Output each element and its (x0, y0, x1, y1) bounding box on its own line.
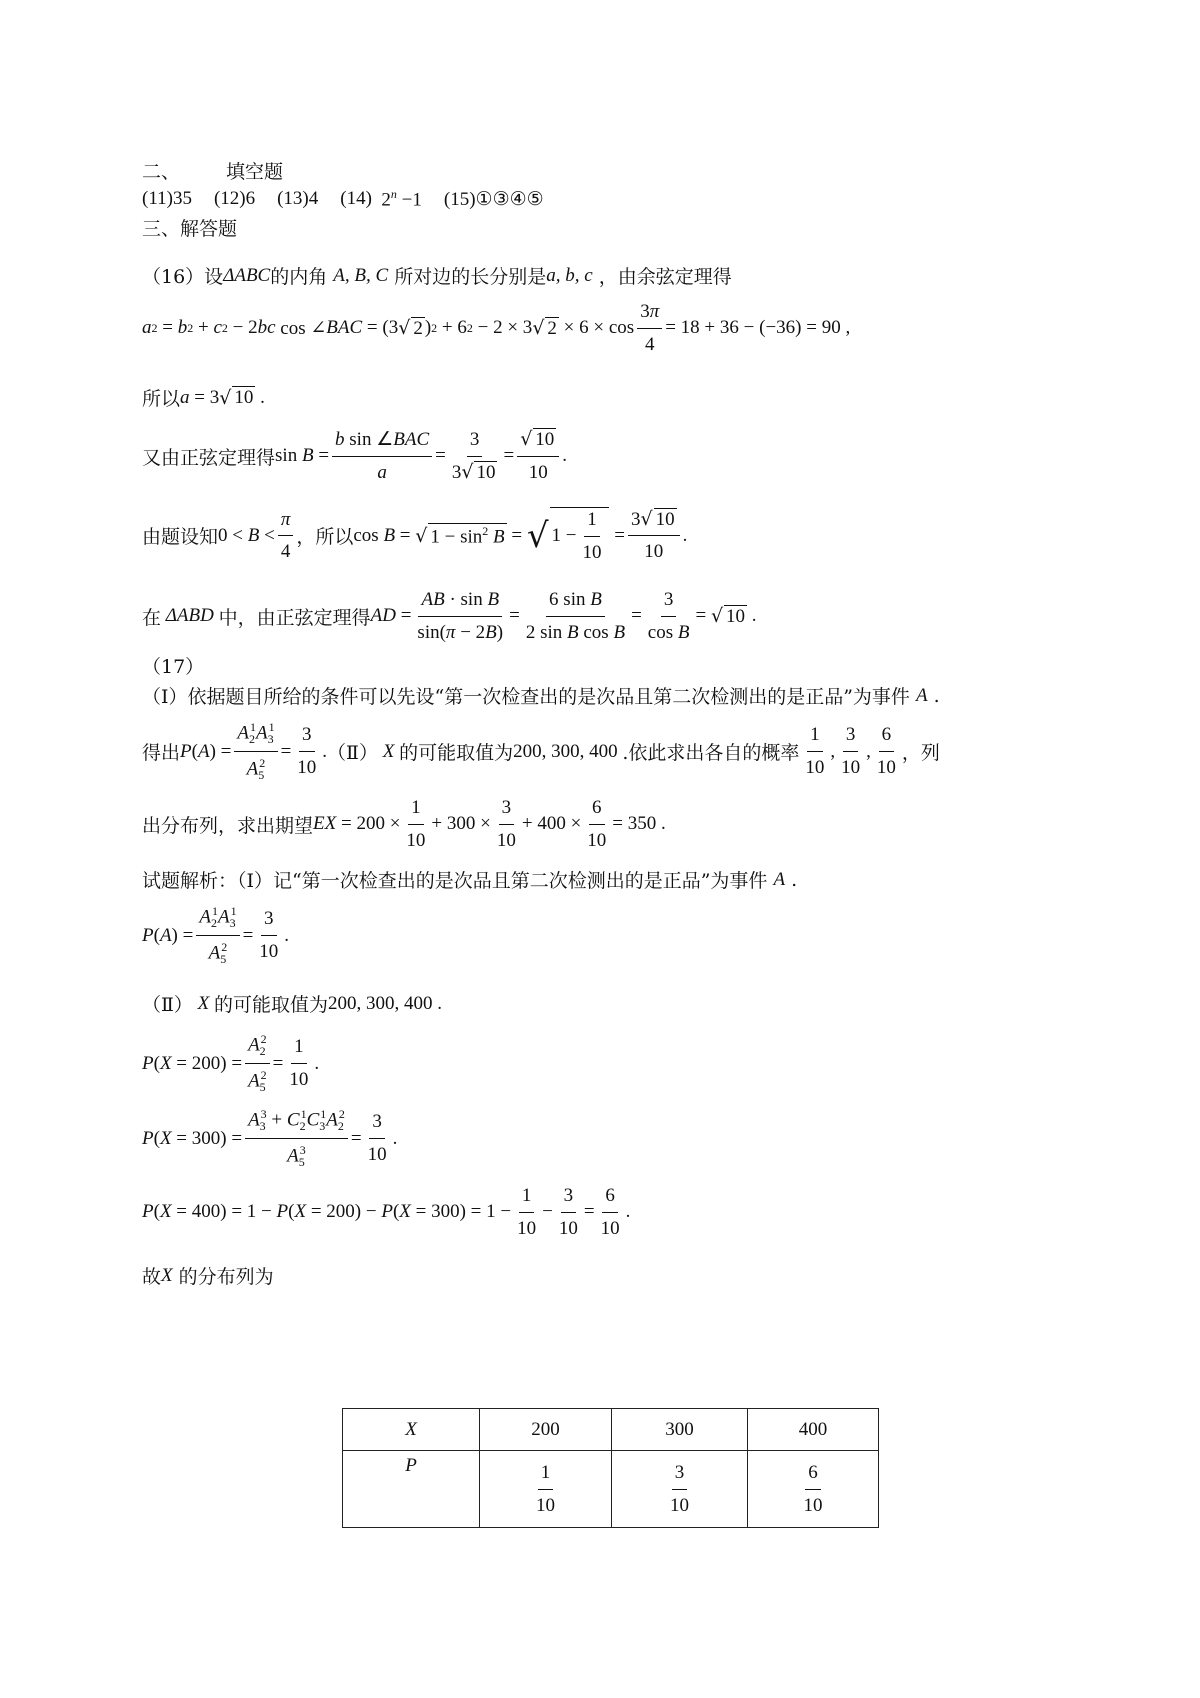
table-header-cell: 400 (748, 1409, 879, 1451)
table-header-x: X (343, 1409, 480, 1451)
fill-blank-answers (142, 187, 544, 211)
q16-cosine-law-equation: a 2 = b 2 + c 2 − 2 bc cos ∠ BAC = (3 √ 2 ) 2 + 6 2 − 2 × 3 √ 2 × 6 × cos $\frac{3\pi}{4}$ = 18 + 36 − (−36) = 90 , (142, 301, 851, 355)
table-prob-row (343, 1451, 879, 1528)
table-header-cell: 300 (612, 1409, 748, 1451)
answer-11: (11)35 (142, 188, 192, 210)
q17-line2: 得出 P ( A ) = $\frac{A_2^1A_3^1}{A_5^2}$ = $\frac{3}{10}$ . （Ⅱ） X 的可能取值为 200, 300, 400 .依此求出各自的概率 $\frac{1}{10}$ , $\frac{3}{10}$ , $\frac{6}{10}$ ，列 (142, 720, 940, 783)
distribution-lead: 故 X 的分布列为 (142, 1264, 274, 1288)
table-cell: $\frac{6}{10}$ (748, 1451, 879, 1528)
q17-expectation: 出分布列，求出期望 EX = 200 × $\frac{1}{10}$ + 300 × $\frac{3}{10}$ + 400 × $\frac{6}{10}$ = 350 . (142, 797, 666, 851)
answer-15: (15)①③④⑤ (443, 188, 544, 210)
q17-number: （17） (142, 656, 205, 678)
q16-cosB-equation: 由题设知 0 < B < $\frac{\pi}{4}$ ，所以 cos B = √ $1 - \sin^2 B$ = √ 1 − $\frac{1}{10}$ = $\frac{3√ 10}{10}$ . (142, 507, 688, 563)
q17-PA-equation: P ( A ) = $\frac{A_2^1A_3^1}{A_5^2}$ = $\frac{3}{10}$ . (142, 904, 290, 967)
table-header-cell: 200 (480, 1409, 612, 1451)
q17-analysis-line: 试题解析：（Ⅰ）记“第一次检查出的是次品且第二次检测出的是正品”为事件 A . (142, 868, 798, 892)
q16-a-result: 所以 a = 3 √ 10 . (142, 386, 265, 410)
distribution-table (342, 1408, 879, 1528)
q17-PX300-equation: P ( X = 300) = $\frac{A_3^3 + C_2^1C_3^1A_2^2}{A_5^3}$ = $\frac{3}{10}$ . (142, 1107, 398, 1170)
section2-heading: 二、 填空题 (142, 161, 284, 183)
table-cell: $\frac{1}{10}$ (480, 1451, 612, 1528)
section3-heading: 三、解答题 (142, 218, 238, 240)
q16-intro: （16）设 ΔABC 的内角 A, B, C 所对边的长分别是 a, b, c ，由余弦定理得 (142, 264, 732, 288)
answer-12: (12)6 (213, 188, 256, 210)
answer-13: (13)4 (277, 188, 319, 210)
table-header-row (343, 1409, 879, 1451)
answer-14: (14) (340, 188, 372, 210)
answer-14-formula: 2$^n$ −1 (381, 187, 422, 211)
table-cell: $\frac{3}{10}$ (612, 1451, 748, 1528)
q16-AD-equation: 在 ΔABD 中，由正弦定理得 AD = $\frac{\text{AB · sin B}}{\sin(\pi - 2B)}$ = $\frac{\text{6 sin B}}{\text{2 sin B cos B}}$ = $\frac{3}{\text{cos B}}$ = √ 10 . (142, 589, 757, 643)
q17-PX400-equation: P ( X = 400) = 1 − P ( X = 200) − P ( X = 300) = 1 − $\frac{1}{10}$ − $\frac{3}{10}$ = $\frac{6}{10}$ . (142, 1185, 631, 1239)
q17-PX200-equation: P ( X = 200) = $\frac{A_2^2}{A_5^2}$ = $\frac{1}{10}$ . (142, 1032, 320, 1095)
q17-part2: （Ⅱ） X 的可能取值为 200, 300, 400 . (142, 992, 443, 1016)
q17-line1: （Ⅰ）依据题目所给的条件可以先设“第一次检查出的是次品且第二次检测出的是正品”为事件 A . (142, 684, 940, 708)
q16-sinB-equation: 又由正弦定理得 sin B = $\frac{\text{b sin ∠BAC}}{a}$ = $\frac{3}{3√ 10}$ = $\frac{√ 10}{10}$ . (142, 428, 568, 483)
table-row-label-p: P (343, 1451, 480, 1528)
